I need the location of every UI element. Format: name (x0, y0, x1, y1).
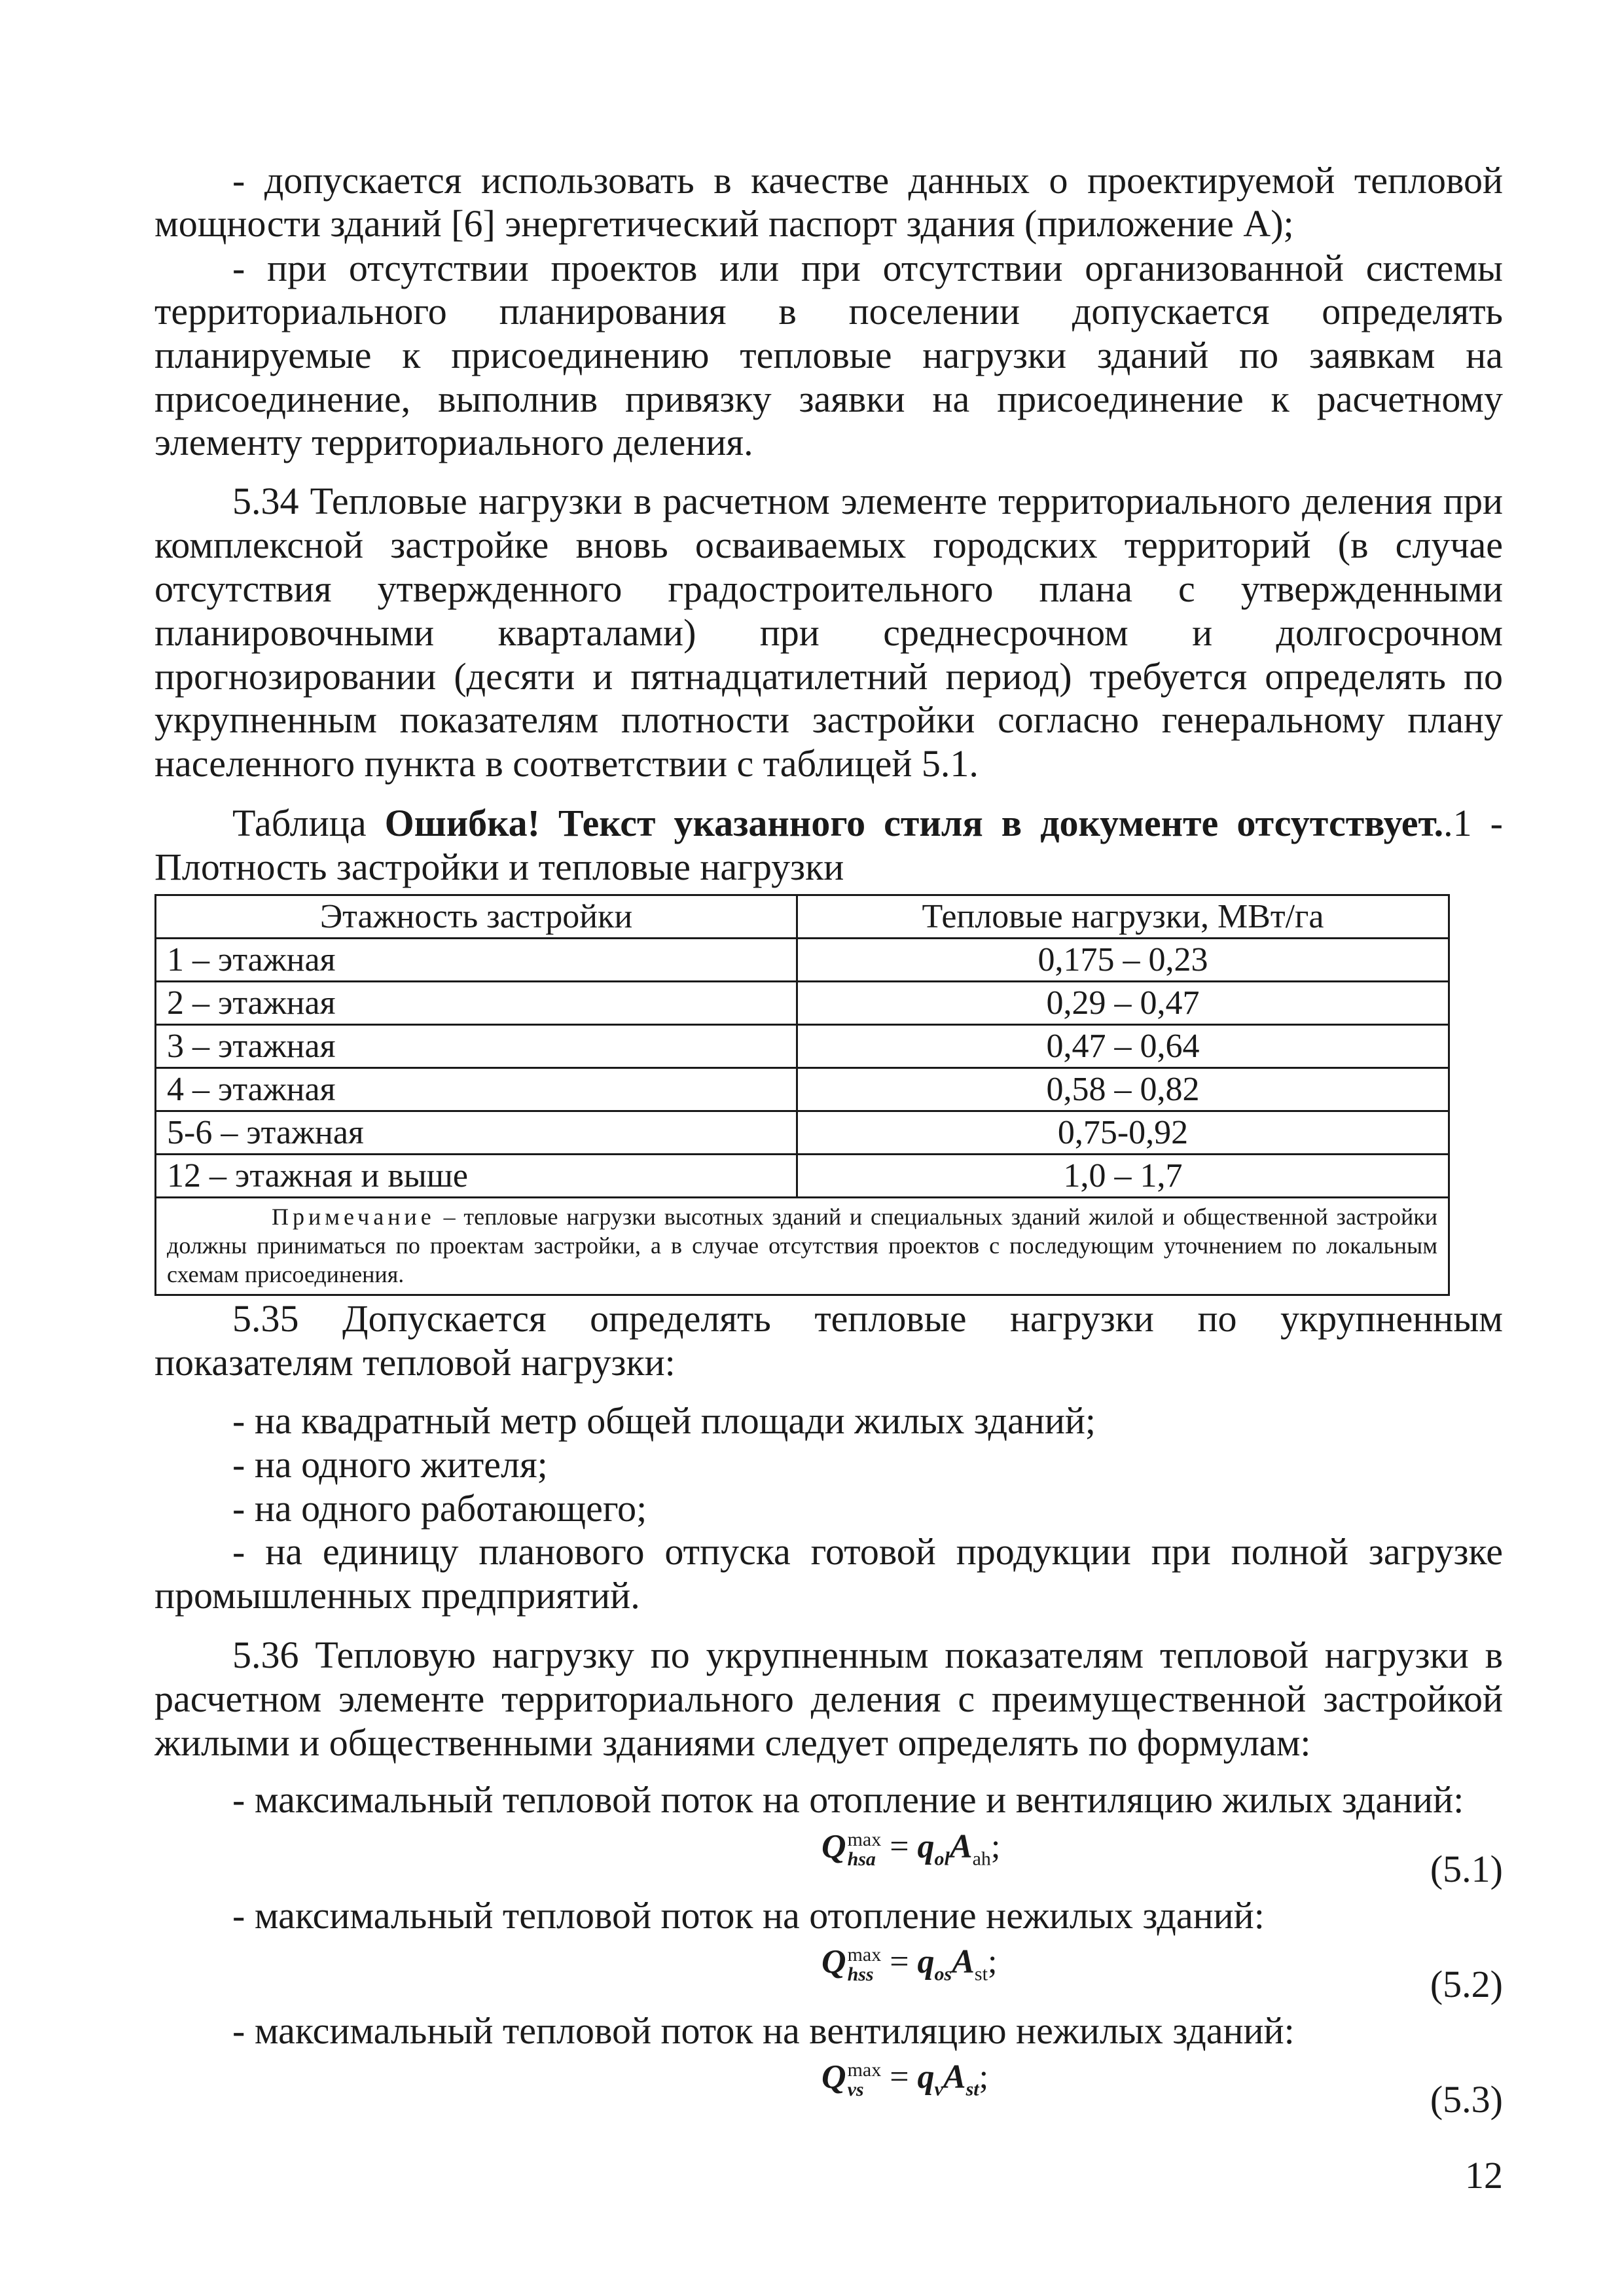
formula-rhs: q (917, 1943, 935, 1981)
para3-line1: 5.34 Тепловые нагрузки в расчетном элементе территориального деления при (232, 480, 1503, 522)
formula-rhs2: A (949, 1828, 973, 1865)
note-label: Примечание (272, 1204, 435, 1230)
para2-line1: - при отсутствии проектов или при отсутствии организованной системы (232, 247, 1503, 289)
table-cell: 0,175 – 0,23 (797, 939, 1449, 982)
formula-lhs: Q (821, 2058, 846, 2096)
para3-line5: прогнозировании (десяти и пятнадцатилетний период) требуется определять по (154, 655, 1503, 698)
table-row (156, 982, 1449, 1025)
formula-lhs-sub: hss (847, 1964, 874, 1986)
list-item: - на одного жителя; (232, 1443, 548, 1486)
table-caption-line1 (232, 802, 1503, 845)
para1-line2: мощности зданий [6] энергетический паспорт здания (приложение А); (154, 202, 1294, 245)
table-row (156, 939, 1449, 982)
formula-number: (5.3) (1430, 2078, 1503, 2121)
formula-5-1: Q max hsa = $q_{ol}A_{ah}$; (821, 1828, 1001, 1871)
table-cell: 4 – этажная (156, 1068, 797, 1111)
para3-line2: комплексной застройке вновь осваиваемых городских территорий (в случае (154, 524, 1503, 566)
table-header-cell: Тепловые нагрузки, МВт/га (797, 895, 1449, 939)
formula-number: (5.2) (1430, 1963, 1503, 2005)
formula-rhs2-sub: ah (972, 1848, 991, 1870)
formula-rhs-sub: v (934, 2078, 943, 2100)
para2-line5: элементу территориального деления. (154, 421, 753, 463)
para4-line1: 5.35 Допускается определять тепловые нагрузки по укрупненным (232, 1297, 1503, 1340)
formula-intro: - максимальный тепловой поток на вентиляцию нежилых зданий: (232, 2009, 1295, 2052)
formula-rhs-sub: ol (934, 1848, 950, 1870)
formula-5-3: Q max vs = $q_vA_{st}$; (821, 2058, 989, 2101)
table-cell: 0,75-0,92 (797, 1111, 1449, 1155)
table-cell: 1 – этажная (156, 939, 797, 982)
para6-line2: расчетном элементе территориального деления с преимущественной застройкой (154, 1677, 1503, 1720)
table-cell: 12 – этажная и выше (156, 1155, 797, 1198)
formula-lhs-sub: vs (847, 2079, 864, 2101)
formula-intro: - максимальный тепловой поток на отопление и вентиляцию жилых зданий: (232, 1778, 1464, 1821)
page-number: 12 (1465, 2154, 1503, 2197)
table-cell: 0,58 – 0,82 (797, 1068, 1449, 1111)
table-cell: 3 – этажная (156, 1025, 797, 1068)
formula-lhs-sub: hsa (847, 1848, 876, 1871)
formula-lhs: Q (821, 1943, 846, 1981)
para5-line2: промышленных предприятий. (154, 1574, 640, 1617)
table-caption-line2: Плотность застройки и тепловые нагрузки (154, 846, 844, 888)
formula-rhs: q (917, 1828, 935, 1865)
para3-line4: планировочными кварталами) при среднесрочном и долгосрочном (154, 611, 1503, 654)
table-cell: 0,47 – 0,64 (797, 1025, 1449, 1068)
formula-sup: max (847, 1944, 882, 1966)
list-item: - на квадратный метр общей площади жилых зданий; (232, 1399, 1096, 1442)
para2-line4: присоединение, выполнив привязку заявки на присоединение к расчетному (154, 378, 1503, 420)
table-row (156, 1068, 1449, 1111)
formula-rhs: q (917, 2058, 935, 2096)
para3-line6: укрупненным показателям плотности застройки согласно генеральному плану (154, 698, 1503, 741)
para4-line2: показателям тепловой нагрузки: (154, 1341, 676, 1384)
caption-prefix: Таблица (232, 802, 385, 844)
formula-rhs2-sub: st (965, 2078, 979, 2100)
table-cell: 2 – этажная (156, 982, 797, 1025)
formula-sup: max (847, 2059, 882, 2081)
para6-line3: жилыми и общественными зданиями следует определять по формулам: (154, 1721, 1311, 1764)
para5-line1: - на единицу планового отпуска готовой продукции при полной загрузке (232, 1530, 1503, 1573)
para3-line7: населенного пункта в соответствии с таблицей 5.1. (154, 742, 979, 785)
table-header-row (156, 895, 1449, 939)
table-row (156, 1025, 1449, 1068)
formula-intro: - максимальный тепловой поток на отопление нежилых зданий: (232, 1894, 1265, 1937)
formula-5-2: Q max hss = $q_{os}A_{st}$; (821, 1943, 998, 1986)
caption-suffix: .1 - (1443, 802, 1503, 844)
table-row (156, 1111, 1449, 1155)
para1-line1: - допускается использовать в качестве данных о проектируемой тепловой (232, 159, 1503, 202)
table-cell: 1,0 – 1,7 (797, 1155, 1449, 1198)
para2-line2: территориального планирования в поселении допускается определять (154, 290, 1503, 332)
table-header-cell: Этажность застройки (156, 895, 797, 939)
table-note-row (156, 1198, 1449, 1295)
formula-rhs-sub: os (934, 1963, 952, 1985)
table-cell: 5-6 – этажная (156, 1111, 797, 1155)
formula-sup: max (847, 1829, 882, 1851)
table-row (156, 1155, 1449, 1198)
para3-line3: отсутствия утвержденного градостроительного плана с утвержденными (154, 567, 1503, 610)
list-item: - на одного работающего; (232, 1487, 647, 1530)
heat-load-table (154, 894, 1450, 1296)
caption-error: Ошибка! Текст указанного стиля в документе отсутствует. (384, 802, 1444, 844)
note-text: – тепловые нагрузки высотных зданий и специальных зданий жилой и общественной застройки должны приниматься по проектам застройки, а в случае отсутствия проектов с последующим уточнением по локальным схемам присоединения. (167, 1204, 1437, 1287)
formula-lhs: Q (821, 1828, 846, 1865)
formula-rhs2: A (952, 1943, 975, 1981)
table-cell: 0,29 – 0,47 (797, 982, 1449, 1025)
formula-rhs2: A (943, 2058, 966, 2096)
para2-line3: планируемые к присоединению тепловые нагрузки зданий по заявкам на (154, 334, 1503, 376)
table-note (156, 1198, 1449, 1295)
formula-rhs2-sub: st (974, 1963, 988, 1985)
para6-line1: 5.36 Тепловую нагрузку по укрупненным показателям тепловой нагрузки в (232, 1634, 1503, 1676)
formula-number: (5.1) (1430, 1848, 1503, 1890)
